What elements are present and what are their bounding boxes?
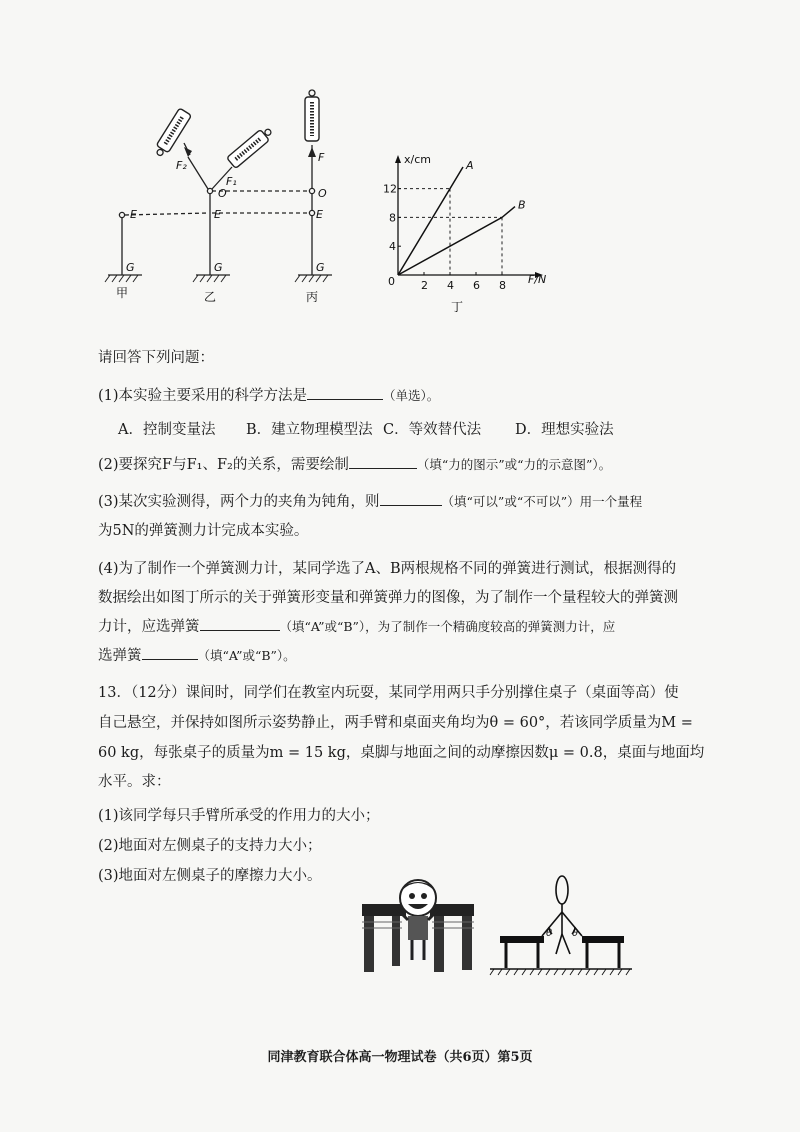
y-axis-label: x/cm	[404, 153, 431, 166]
x-tick-label: 2	[421, 279, 428, 292]
q4-line3	[98, 615, 615, 636]
label-e-bing: E	[316, 208, 323, 221]
label-f2: F₂	[176, 159, 187, 172]
q4-line4	[98, 644, 296, 665]
label-e-jia: E	[130, 208, 137, 221]
experiment-figures	[100, 85, 360, 315]
q4-line3-suffix: （填“A”或“B”），为了制作一个精确度较高的弹簧测力计，应	[279, 619, 616, 634]
option-a: A．控制变量法	[118, 422, 216, 438]
page-footer: 同津教育联合体高一物理试卷（共6页）第5页	[267, 1050, 533, 1065]
q4-line1: (4)为了制作一个弹簧测力计，某同学选了A、B两根规格不同的弹簧进行测试，根据测得的	[98, 561, 677, 577]
y-tick-label: 4	[389, 240, 396, 254]
x-tick-label: 8	[499, 279, 506, 292]
q13-sub1: (1)该同学每只手臂所承受的作用力的大小；	[98, 808, 380, 824]
intro-text: 请回答下列问题：	[98, 350, 214, 366]
origin-label: 0	[388, 275, 395, 288]
y-tick-label: 8	[389, 211, 396, 225]
label-o-bing: O	[318, 187, 327, 200]
label-ding: 丁	[451, 300, 464, 314]
q13-line4: 水平。求：	[98, 774, 171, 790]
q4-line4-suffix: （填“A”或“B”）。	[197, 648, 296, 663]
q1-text: (1)本实验主要采用的科学方法是	[98, 388, 308, 404]
label-bing: 丙	[306, 290, 319, 304]
x-axis-label: F/N	[528, 273, 547, 286]
q4-blank-1[interactable]	[200, 616, 280, 631]
label-yi: 乙	[204, 290, 217, 304]
option-d: D．理想实验法	[515, 422, 614, 438]
label-f: F	[318, 151, 325, 164]
label-o-yi: O	[218, 187, 227, 200]
series-line-a	[398, 167, 463, 275]
q13-line3: 60 kg，每张桌子的质量为m = 15 kg，桌脚与地面之间的动摩擦因数μ = 0.8，桌面与地面均	[98, 745, 705, 761]
theta-right: θ	[572, 928, 579, 939]
x-tick-label: 4	[447, 279, 454, 292]
q13-sub2: (2)地面对左侧桌子的支持力大小；	[98, 838, 322, 854]
theta-left: θ	[546, 928, 553, 939]
question-3	[98, 490, 642, 511]
x-tick-label: 6	[473, 279, 480, 292]
q4-line4-text: 选弹簧	[98, 648, 142, 664]
q3-line2: 为5N的弹簧测力计完成本实验。	[98, 523, 309, 539]
cartoon-student-desks	[362, 876, 474, 974]
q3-blank[interactable]	[380, 491, 442, 506]
graph-ding	[368, 145, 568, 320]
q1-blank[interactable]	[307, 385, 383, 400]
label-g-bing: G	[316, 261, 325, 274]
q2-suffix: （填“力的图示”或“力的示意图”）。	[416, 457, 612, 472]
label-g-jia: G	[126, 261, 135, 274]
q4-blank-2[interactable]	[142, 645, 198, 660]
question-2	[98, 453, 611, 474]
option-b: B．建立物理模型法	[246, 422, 373, 438]
series-label-b: B	[518, 198, 526, 212]
option-c: C．等效替代法	[383, 422, 482, 438]
label-f1: F₁	[226, 175, 237, 188]
q3-text: (3)某次实验测得，两个力的夹角为钝角，则	[98, 494, 380, 510]
series-label-a: A	[466, 159, 474, 172]
label-e-yi: E	[214, 208, 221, 221]
label-jia: 甲	[116, 286, 129, 300]
q4-line3-text: 力计，应选弹簧	[98, 619, 200, 635]
q2-text: (2)要探究F与F₁、F₂的关系，需要绘制	[98, 457, 349, 473]
stick-figure-diagram	[486, 872, 636, 976]
y-tick-label: 12	[383, 182, 397, 196]
q1-suffix: （单选）。	[383, 388, 440, 403]
series-line-b	[398, 207, 515, 275]
q2-blank[interactable]	[349, 454, 417, 469]
q13-sub3: (3)地面对左侧桌子的摩擦力大小。	[98, 868, 322, 884]
q4-line2: 数据绘出如图丁所示的关于弹簧形变量和弹簧弹力的图像，为了制作一个量程较大的弹簧测	[98, 590, 678, 606]
q3-suffix: （填“可以”或“不可以”）用一个量程	[441, 494, 643, 509]
question-1	[98, 384, 439, 405]
label-g-yi: G	[214, 261, 223, 274]
q13-line1: 13．（12分）课间时，同学们在教室内玩耍，某同学用两只手分别撑住桌子（桌面等高）使	[98, 685, 679, 701]
q13-line2: 自己悬空，并保持如图所示姿势静止，两手臂和桌面夹角均为θ = 60°，若该同学质量为M =	[98, 715, 693, 731]
